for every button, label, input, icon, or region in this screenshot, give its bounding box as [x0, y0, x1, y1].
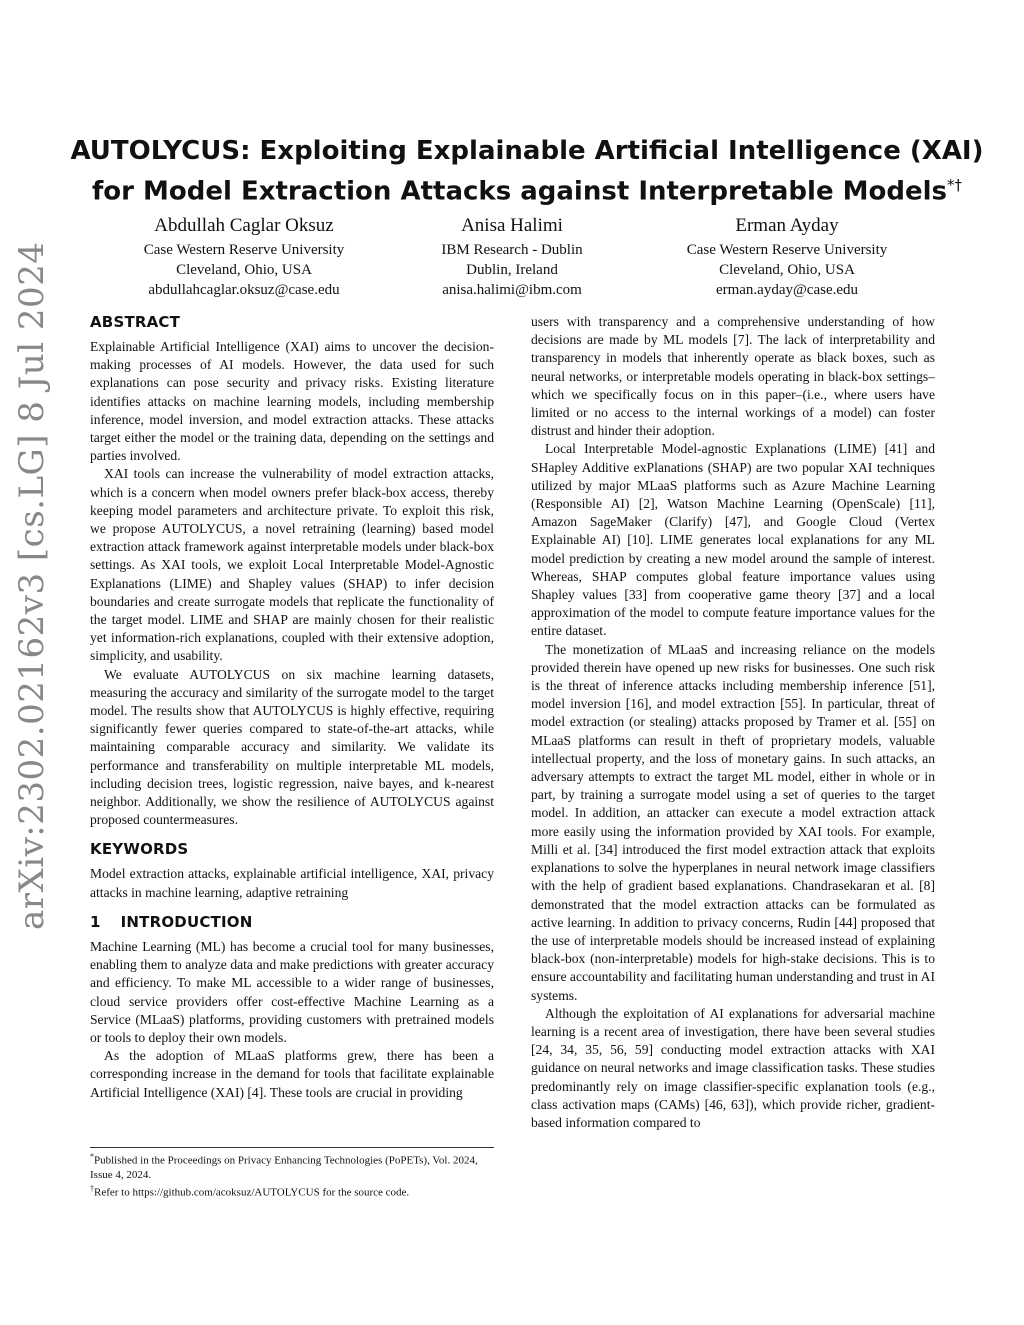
introduction-heading [90, 912, 494, 932]
title-line-2 [60, 168, 994, 209]
intro-paragraph: As the adoption of MLaaS platforms grew, there has been a corresponding increase in the demand for tools that facilitate explainable Artificial Intelligence (XAI) [4]. These tools are crucial in providing [90, 1048, 494, 1100]
abstract-paragraph: Explainable Artificial Intelligence (XAI) aims to uncover the decision-making processes of AI models. However, the data used for such explanations can pose security and privacy risks. Existing literature identifies attacks on machine learning models, including membership inference, model inversion, and model extraction attacks. These attacks target either the model or the training data, depending on the settings and parties involved. [90, 339, 494, 464]
author-email[interactable]: erman.ayday@case.edu [715, 282, 859, 298]
title-line-2-text: for Model Extraction Attacks against Interpretable Models [91, 176, 948, 207]
left-column [90, 312, 494, 1102]
paper-title [60, 134, 994, 209]
arxiv-identifier-stamp: arXiv:2302.02162v3 [cs.LG] 8 Jul 2024 [12, 241, 52, 930]
title-line-1: AUTOLYCUS: Exploiting Explainable Artificial Intelligence (XAI) [70, 136, 984, 166]
footnote-text: Published in the Proceedings on Privacy Enhancing Technologies (PoPETs), Vol. 2024, Issue 4, 2024. [90, 1154, 478, 1181]
author-3 [637, 214, 937, 300]
intro-paragraph: Machine Learning (ML) has become a crucial tool for many businesses, enabling them to analyze data and make predictions with greater accuracy and efficiency. To make ML accessible to a wider range of businesses, cloud service providers offer cost-effective Machine Learning as a Service (MLaaS) platforms, providing customers with pretrained models or tools to deploy their own models. [90, 938, 494, 1045]
author-location: Cleveland, Ohio, USA [719, 262, 855, 278]
intro-paragraph: users with transparency and a comprehensive understanding of how decisions are made by ML models [7]. The lack of interpretability and transparency in models that inherently operate as black boxes, such as neural networks, or interpretable models operating in black-box settings–which we specifically focus on in this paper–(i.e., where users have limited or no access to the internal workings of a model) can foster distrust and hinder their adoption. [531, 314, 935, 439]
title-footnote-marks: *† [947, 176, 963, 194]
footnote-2 [90, 1182, 494, 1200]
section-title: INTRODUCTION [120, 912, 253, 931]
author-name: Anisa Halimi [461, 215, 563, 236]
intro-paragraph: The monetization of MLaaS and increasing reliance on the models provided therein have opened up new risks for businesses. One such risk is the threat of inference attacks including membership inference [51], model inversion [16], and model extraction [55]. In particular, threat of model extraction (or stealing) attacks proposed by Tramer et al. [55] on MLaaS platforms can result in theft of proprietary models, valuable intellectual property, and the loss of monetary gains. In such attacks, an adversary attempts to extract the target ML model, either in whole or in part, by training a surrogate model using a set of queries to the target model. In addition, an attacker can execute a model extraction attack more easily using the information provided by XAI tools. For example, Milli et al. [34] introduced the first model extraction attack that exploits explanations to solve the hyperplanes in neural network image classifiers with the help of gradient based explanations. Chandrasekaran et al. [8] demonstrated that the model extraction attacks can be formulated as active learning. In addition to privacy concerns, Rudin [44] proposed that the use of interpretable models should be increased instead of explaining black-box (non-interpretable) models for high-stake decisions. This is to ensure accountability and facilitating human understanding and trust in AI systems. [531, 641, 935, 1003]
abstract-paragraph: XAI tools can increase the vulnerability of model extraction attacks, which is a concern when model owners prefer black-box access, thereby keeping model parameters and architecture private. To exploit this risk, we propose AUTOLYCUS, a novel retraining (learning) based model extraction attack framework against interpretable models under black-box settings. As XAI tools, we exploit Local Interpretable Model-Agnostic Explanations (LIME) and Shapley values (SHAP) to infer decision boundaries and create surrogate models that replicate the functionality of the target model. LIME and SHAP are mainly chosen for their realistic yet information-rich explanations, coupled with their extensive adoption, simplicity, and usability. [90, 466, 494, 664]
footnote-mark: * [90, 1152, 94, 1161]
keywords-text: Model extraction attacks, explainable artificial intelligence, XAI, privacy attacks in machine learning, adaptive retraining [90, 866, 494, 900]
author-affiliation: IBM Research - Dublin [441, 242, 583, 258]
author-affiliation: Case Western Reserve University [143, 242, 345, 258]
author-email[interactable]: anisa.halimi@ibm.com [442, 282, 582, 298]
footnote-mark: † [90, 1183, 94, 1193]
keywords-heading: KEYWORDS [90, 840, 189, 859]
author-location: Cleveland, Ohio, USA [176, 262, 312, 278]
author-1 [94, 214, 394, 300]
abstract-paragraph: We evaluate AUTOLYCUS on six machine learning datasets, measuring the accuracy and similarity of the surrogate model to the target model. The results show that AUTOLYCUS is highly effective, requiring significantly fewer queries compared to state-of-the-art attacks, while maintaining comparable accuracy and similarity. We validate its performance and transferability on multiple interpretable ML models, including decision trees, logistic regression, naive bayes, and k-nearest neighbor. Additionally, we show the resilience of AUTOLYCUS against proposed countermeasures. [90, 666, 494, 828]
right-column [531, 313, 935, 1132]
footnote-text[interactable]: Refer to https://github.com/acoksuz/AUTOLYCUS for the source code. [94, 1186, 410, 1199]
section-number: 1 [90, 912, 101, 931]
footnote-1 [90, 1150, 494, 1182]
intro-paragraph: Local Interpretable Model-agnostic Explanations (LIME) [41] and SHapley Additive exPlanations (SHAP) are two popular XAI techniques utilized by major MLaaS platforms such as Azure Machine Learning (Responsible AI) [2], Watson Machine Learning (OpenScale) [11], Amazon SageMaker (Clarify) [47], and Google Cloud (Vertex Explainable AI) [10]. LIME generates local explanations for any ML model prediction by creating a new model around the sample of interest. Whereas, SHAP computes global feature importance values using Shapley values [33] from cooperative game theory [37] and a local approximation of the model to compute feature importance values for the entire dataset. [531, 441, 935, 639]
abstract-heading: ABSTRACT [90, 313, 181, 331]
author-name: Abdullah Caglar Oksuz [154, 215, 334, 236]
author-affiliation: Case Western Reserve University [686, 242, 888, 258]
author-email[interactable]: abdullahcaglar.oksuz@case.edu [148, 282, 340, 298]
author-name: Erman Ayday [735, 215, 839, 236]
author-location: Dublin, Ireland [466, 262, 558, 278]
intro-paragraph: Although the exploitation of AI explanations for adversarial machine learning is a recent area of investigation, there have been several studies [24, 34, 35, 56, 59] conducting model extraction attacks with XAI guidance on neural networks and image classification tasks. These studies predominantly rely on image classifier-specific explanation tools (e.g., class activation maps (CAMs) [46, 63]), which provide richer, gradient-based information compared to [531, 1005, 935, 1130]
author-2 [362, 214, 662, 300]
footnotes [90, 1147, 494, 1199]
